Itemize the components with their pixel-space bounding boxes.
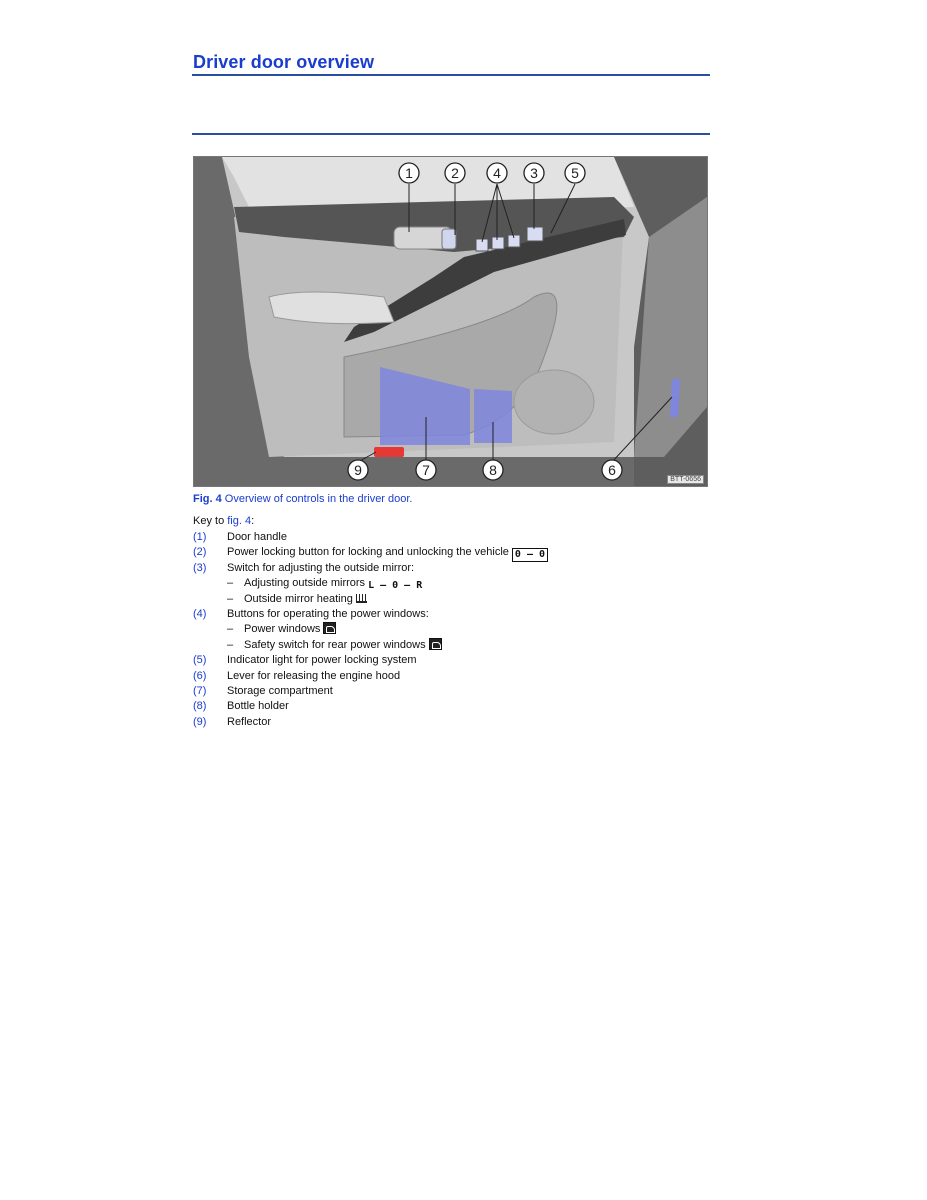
callout-label: 7: [422, 462, 430, 478]
legend-number[interactable]: (8): [193, 700, 207, 713]
legend-text: Bottle holder: [227, 700, 289, 713]
window-button-2: [492, 237, 504, 249]
legend-item: [193, 530, 713, 545]
speaker-grille: [514, 370, 594, 434]
callout-label: 4: [493, 165, 501, 181]
legend-text: Indicator light for power locking system: [227, 654, 417, 667]
bullet-dash: –: [227, 577, 234, 590]
legend-item: [193, 699, 713, 714]
legend-item: [193, 715, 713, 730]
caption-text: Overview of controls in the driver door.: [224, 493, 413, 505]
legend-number[interactable]: (4): [193, 607, 207, 620]
callout-label: 9: [354, 462, 362, 478]
legend-item: [193, 561, 713, 576]
figure-caption: [193, 493, 413, 505]
legend-item: [193, 653, 713, 668]
power-window-icon: [323, 622, 336, 634]
legend-subtext-label: Adjusting outside mirrors: [244, 577, 366, 590]
key-intro: [193, 515, 254, 527]
callout-label: 5: [571, 165, 579, 181]
callout-label: 2: [451, 165, 459, 181]
legend-number[interactable]: (2): [193, 546, 207, 559]
legend-item: [193, 669, 713, 684]
callout-label: 1: [405, 165, 413, 181]
legend-text: Reflector: [227, 715, 272, 728]
legend-text-label: Power locking button for locking and unlocking the vehicle: [227, 546, 509, 559]
legend-text: Storage compartment: [227, 684, 333, 697]
lock-button: [442, 229, 456, 249]
door-figure: [193, 156, 708, 487]
figure-number: Fig. 4: [193, 493, 222, 505]
legend-subtext-label: Safety switch for rear power windows: [244, 638, 426, 651]
page-title: Driver door overview: [193, 52, 375, 72]
pull-handle: [269, 292, 394, 324]
title-rule: [192, 74, 710, 76]
legend-subtext: [244, 638, 442, 653]
legend-subtext-label: Outside mirror heating: [244, 592, 353, 605]
bullet-dash: –: [227, 623, 234, 636]
legend-subitem: [193, 576, 713, 591]
mirror-position-symbol: L – 0 – R: [368, 580, 423, 592]
legend-subtext: [244, 576, 422, 592]
legend-subtext: [244, 592, 367, 607]
legend-subtext-label: Power windows: [244, 623, 321, 636]
legend-item: [193, 607, 713, 622]
legend-subitem: [193, 592, 713, 607]
legend-subtext: [244, 622, 336, 637]
callout-label: 8: [489, 462, 497, 478]
legend-text: Lever for releasing the engine hood: [227, 669, 401, 682]
key-intro-text: Key to: [193, 515, 225, 527]
legend-item: [193, 545, 713, 560]
mirror-heating-icon: [356, 594, 367, 603]
legend-number[interactable]: (3): [193, 561, 207, 574]
legend-text: Switch for adjusting the outside mirror:: [227, 561, 415, 574]
bullet-dash: –: [227, 592, 234, 605]
key-intro-colon: :: [251, 515, 255, 527]
callout-label: 6: [608, 462, 616, 478]
legend-number[interactable]: (7): [193, 684, 207, 697]
door-illustration: [194, 157, 707, 486]
bullet-dash: –: [227, 638, 234, 651]
legend-subitem: [193, 638, 713, 653]
legend-item: [193, 684, 713, 699]
reflector: [374, 447, 404, 457]
legend-subitem: [193, 622, 713, 637]
lock-unlock-symbol: 0 – 0: [512, 548, 548, 562]
section-rule: [192, 133, 710, 135]
legend-number[interactable]: (9): [193, 715, 207, 728]
figure-link[interactable]: fig. 4: [227, 515, 252, 527]
legend-text: Buttons for operating the power windows:: [227, 607, 429, 620]
window-safety-icon: [429, 638, 442, 650]
mirror-switch: [527, 227, 543, 241]
legend-number[interactable]: (6): [193, 669, 207, 682]
legend-text: Door handle: [227, 531, 287, 543]
legend-number[interactable]: (5): [193, 654, 207, 667]
figure-code: BTT-0656: [667, 475, 704, 484]
legend-number[interactable]: (1): [193, 531, 207, 543]
legend-list: [193, 530, 713, 730]
callout-label: 3: [530, 165, 538, 181]
